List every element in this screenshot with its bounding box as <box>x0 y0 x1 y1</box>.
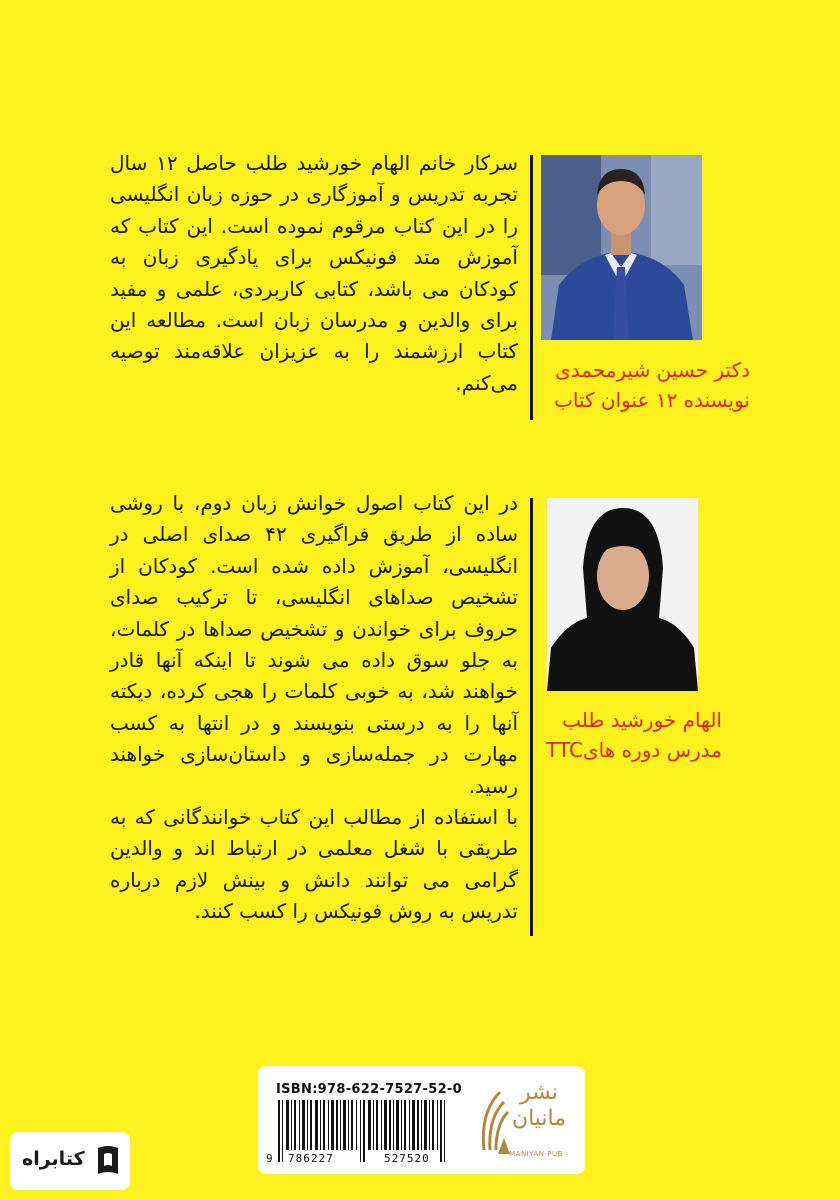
barcode-digits-right: 527520 <box>384 1152 430 1165</box>
author-name-2: الهام خورشید طلب <box>562 708 722 732</box>
author-caption <box>554 355 750 415</box>
man-portrait-icon <box>541 155 702 340</box>
barcode-digit-lead: 9 <box>266 1152 273 1165</box>
author-title: نویسنده ۱۲ عنوان کتاب <box>554 388 750 412</box>
isbn-barcode-panel <box>258 1066 585 1174</box>
author-photo-man <box>541 155 702 340</box>
author-caption-2 <box>546 705 722 765</box>
watermark-text: کتابراه <box>22 1148 85 1170</box>
ketabrah-watermark <box>10 1132 130 1190</box>
description-paragraph <box>110 488 518 928</box>
divider-line-2 <box>530 498 533 936</box>
description-text-1: در این کتاب اصول خوانش زبان دوم، با روشی ساده از طریق فراگیری ۴۲ صدای اصلی در انگلیسی، آموزش داده شده است. کودکان از تشخیص صداهای انگلیسی، تا ترکیب صدای حروف برای خواندن و تشخیص صداها در کلمات، به جلو سوق داده می شوند تا اینکه آنها قادر خواهند شد، به خوبی کلمات را هجی کرده، دیکته آنها را به درستی بنویسند و در انتها به کسب مهارت در جمله‌سازی و داستان‌سازی خواهند رسید. <box>110 491 518 798</box>
publisher-subtitle: MANIYAN PUB <box>509 1150 563 1158</box>
isbn-number: ISBN:978-622-7527-52-0 <box>276 1082 462 1097</box>
divider-line <box>530 155 533 420</box>
endorsement-text: سرکار خانم الهام خورشید طلب حاصل ۱۲ سال تجربه تدریس و آموزگاری در حوزه زبان انگلیسی را در این کتاب مرقوم نموده است. این کتاب که آموزش متد فونیکس برای یادگیری زبان به کودکان می باشد، کتابی کاربردی، علمی و مفید برای والدین و مدرسان زبان است. مطالعه این کتاب ارزشمند را به عزیزان علاقه‌مند توصیه می‌کنم. <box>110 151 518 395</box>
author-photo-woman <box>547 498 698 691</box>
book-logo-icon <box>94 1144 122 1178</box>
barcode-digits-left: 786227 <box>288 1152 334 1165</box>
publisher-name: نشر مانیان <box>511 1080 567 1131</box>
endorsement-paragraph <box>110 148 518 399</box>
woman-portrait-icon <box>547 498 698 691</box>
author-name: دکتر حسین شیرمحمدی <box>555 358 750 382</box>
description-text-2: با استفاده از مطالب این کتاب خوانندگانی که به طریقی با شغل معلمی در ارتباط اند و والدین گرامی می توانند دانش و بینش لازم درباره تدریس به روش فونیکس را کسب کنند. <box>110 805 518 924</box>
author-title-2: مدرس دوره هایTTC <box>546 738 722 762</box>
